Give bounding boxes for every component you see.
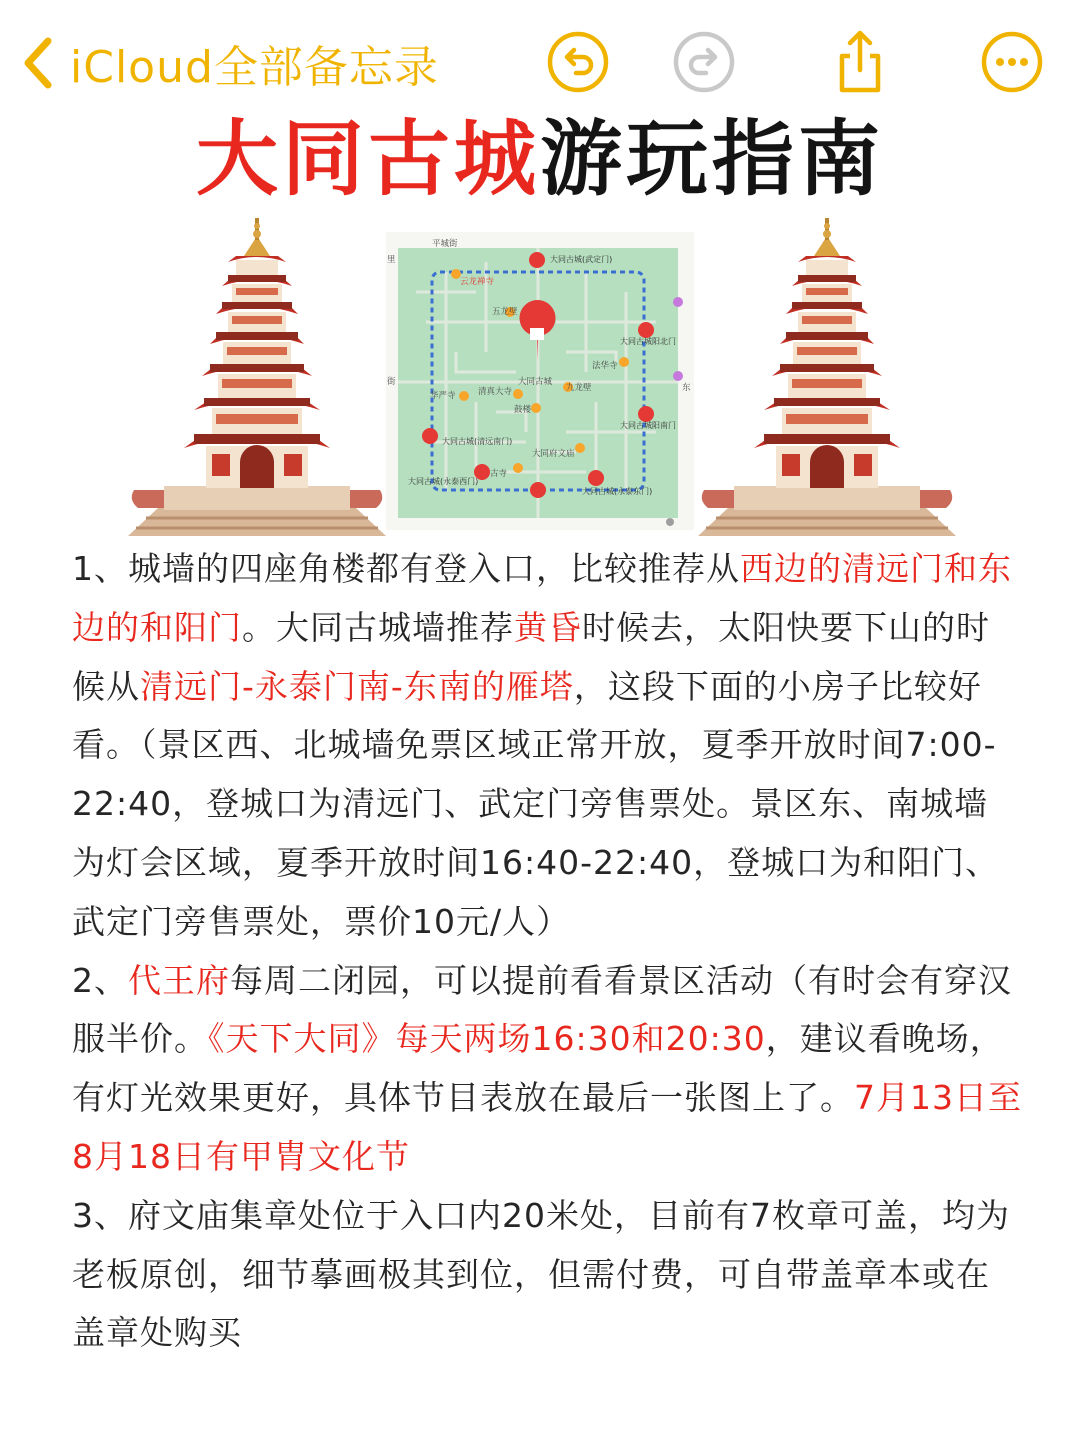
p2-highlight-show: 《天下大同》每天两场16:30和20:30 xyxy=(208,1019,766,1059)
map-label-gate-yangbei: 大同古城阳北门 xyxy=(620,337,676,346)
map-label-fuwenmiao: 大同府文庙 xyxy=(532,449,575,459)
pagoda-illustration-right xyxy=(698,218,956,536)
chevron-left-icon xyxy=(20,35,56,91)
note-body[interactable] xyxy=(72,540,1022,1363)
paragraph-2 xyxy=(72,952,1022,1187)
map-label-center: 大同古城 xyxy=(518,377,553,387)
p3-text-a: 3、府文庙集章处位于入口内20米处，目前有7枚章可盖，均为老板原创，细节摹画极其到位，但需付费，可自带盖章本或在盖章处购买 xyxy=(72,1195,1010,1353)
map-label-street-top: 平城街 xyxy=(432,239,458,249)
map-label-gate-southeast: 大同古城(永泰东门) xyxy=(582,487,653,496)
map-label-edge-left-2: 街 xyxy=(387,377,396,387)
nav-bar xyxy=(0,0,1080,120)
map-label-edge-right: 东 xyxy=(682,383,691,393)
map-label-guloo: 鼓楼 xyxy=(514,405,532,415)
map-label-qingzhen: 清真大寺 xyxy=(478,387,513,397)
p1-highlight-dusk: 黄昏 xyxy=(514,607,582,647)
map-label-huayansi: 华严寺 xyxy=(430,391,456,401)
title-black-part: 游玩指南 xyxy=(540,112,885,207)
title-red-part: 大同古城 xyxy=(195,112,540,207)
p1-text-c: 。大同古城墙推荐 xyxy=(242,607,514,647)
map-label-gate-yongtai: 大同古城(永泰西门) xyxy=(408,477,479,486)
map-label-jiulongbi: 九龙壁 xyxy=(566,383,592,393)
map-label-gu: 古寺 xyxy=(490,469,508,479)
back-button[interactable] xyxy=(20,28,439,98)
map-label-fahuasi: 法华寺 xyxy=(592,361,618,371)
back-label: iCloud全部备忘录 xyxy=(70,42,439,93)
p1-text-a: 1、城墙的四座角楼都有登入口，比较推荐从 xyxy=(72,549,740,588)
city-map-image xyxy=(386,232,694,530)
map-graphics xyxy=(386,232,694,530)
paragraph-3 xyxy=(72,1187,1022,1363)
p1-text-e: 时候去，太阳快要下山的时候从 xyxy=(72,607,990,706)
map-label-edge-left-1: 里 xyxy=(387,255,396,265)
more-icon[interactable] xyxy=(980,30,1044,94)
map-label-gate-yangnan: 大同古城阳南门 xyxy=(620,421,676,430)
p1-highlight-route: 清远门-永泰门南-东南的雁塔 xyxy=(140,666,574,706)
p1-highlight-gates: 西边的清远门和东边的和阳门 xyxy=(72,549,1012,647)
map-label-gate-north: 大同古城(武定门) xyxy=(550,255,613,264)
redo-icon[interactable] xyxy=(672,30,736,94)
page-title xyxy=(0,112,1080,208)
p1-text-g: ，这段下面的小房子比较好看。（景区西、北城墙免票区域正常开放，夏季开放时间7:00-22:40，登城口为清远门、武定门旁售票处。景区东、南城墙为灯会区域，夏季开放时间16:40-22:40，登城口为和阳门、武定门旁售票处，票价10元/人） xyxy=(72,666,1000,941)
map-label-temple: 云龙禅寺 xyxy=(460,277,495,287)
undo-icon[interactable] xyxy=(546,30,610,94)
p2-text-e: ，建议看晚场，有灯光效果更好，具体节目表放在最后一张图上了。 xyxy=(72,1019,1004,1118)
pagoda-illustration-left xyxy=(128,218,386,536)
p2-highlight-daiwangfu: 代王府 xyxy=(128,960,230,1000)
map-label-wulongbi: 五龙壁 xyxy=(492,307,518,317)
p2-text-c: 每周二闭园，可以提前看看景区活动（有时会有穿汉服半价。 xyxy=(72,960,1012,1059)
share-icon[interactable] xyxy=(828,30,892,94)
map-label-gate-qingyuan: 大同古城(清远南门) xyxy=(442,437,513,446)
illustration-area xyxy=(0,210,1080,540)
p2-highlight-festival: 7月13日至8月18日有甲胄文化节 xyxy=(72,1078,1022,1176)
p2-text-a: 2、 xyxy=(72,960,128,1000)
paragraph-1 xyxy=(72,540,1022,952)
